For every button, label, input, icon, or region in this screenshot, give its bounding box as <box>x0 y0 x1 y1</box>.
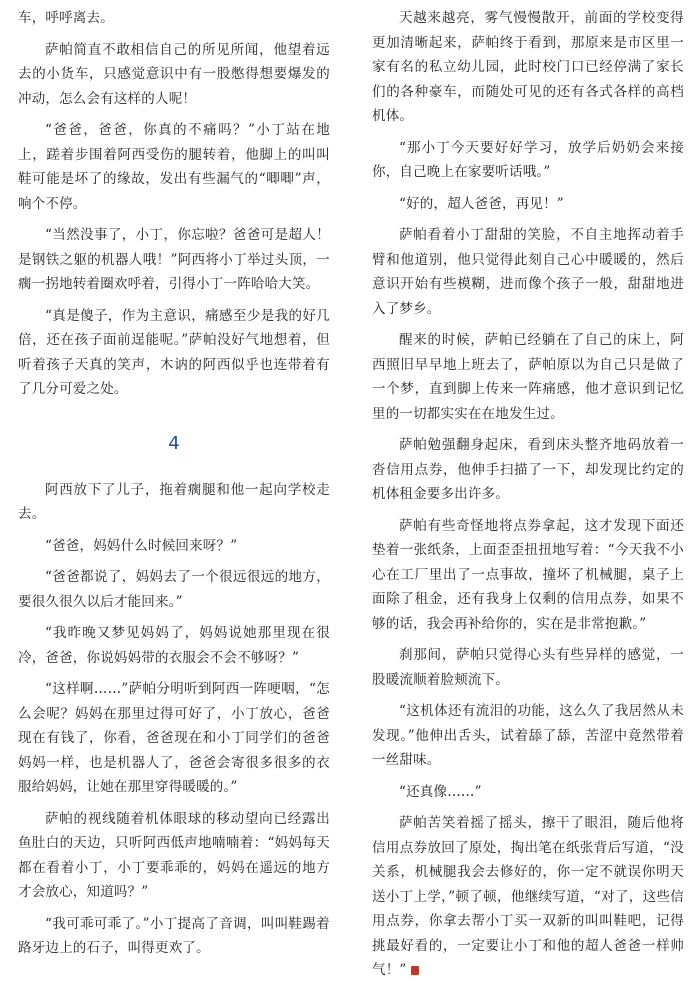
paragraph: 萨帕有些奇怪地将点券拿起，这才发现下面还垫着一张纸条，上面歪歪扭扭地写着：“今天我不小心在工厂里出了一点事故，撞坏了机械腿，桌子上面除了租金，还有我身上仅剩的信用点券，如果不够的话，我会再补给你的，实在是非常抱歉。” <box>372 517 684 632</box>
paragraph: “还真像……” <box>399 783 482 800</box>
paragraph: “那小丁今天要好好学习，放学后奶奶会来接你，自己晚上在家要听话哦。” <box>372 139 684 180</box>
paragraph: 醒来的时候，萨帕已经躺在了自己的床上，阿西照旧早早地上班去了，萨帕原以为自己只是做了一个梦，直到脚上传来一阵痛感，他才意识到记忆里的一切都实实在在地发生过。 <box>372 332 684 422</box>
paragraph: 萨帕的视线随着机体眼球的移动望向已经露出鱼肚白的天边，只听阿西低声地喃喃着：“妈妈每天都在看着小丁，小丁要乖乖的，妈妈在遥远的地方才会放心，知道吗？” <box>18 810 330 900</box>
paragraph: “当然没事了，小丁，你忘啦？爸爸可是超人！是钢铁之躯的机器人哦！”阿西将小丁举过头顶，一瘸一拐地转着圈欢呼着，引得小丁一阵哈哈大笑。 <box>18 227 330 292</box>
paragraph: “我可乖可乖了。”小丁提高了音调，叫叫鞋踢着路牙边上的石子，叫得更欢了。 <box>18 915 330 956</box>
paragraph: 天越来越亮，雾气慢慢散开，前面的学校变得更加清晰起来，萨帕终于看到，那原来是市区里一家有名的私立幼儿园，此时校门口已经停满了家长们的各种豪车，而随处可见的还有各式各样的高档机体。 <box>372 10 684 124</box>
paragraph: “我昨晚又梦见妈妈了，妈妈说她那里现在很冷，爸爸，你说妈妈带的衣服会不会不够呀？” <box>18 625 330 666</box>
paragraph: “爸爸，爸爸，你真的不痛吗？”小丁站在地上，蹉着步围着阿西受伤的腿转着，他脚上的叫叫鞋可能是坏了的缘故，发出有些漏气的“唧唧”声，响个不停。 <box>18 122 330 212</box>
paragraph: “爸爸，妈妈什么时候回来呀？” <box>45 537 238 554</box>
paragraph: 车，呼呼离去。 <box>18 10 114 26</box>
paragraph: “爸爸都说了，妈妈去了一个很远很远的地方，要很久很久以后才能回来。” <box>18 569 330 610</box>
chapter-number: 4 <box>168 432 180 454</box>
left-column <box>18 6 330 956</box>
paragraph: 阿西放下了儿子，拖着瘸腿和他一起向学校走去。 <box>18 481 330 522</box>
paragraph: “这样啊……”萨帕分明听到阿西一阵哽咽，“怎么会呢？妈妈在那里过得可好了，小丁放心，爸爸现在有钱了，你看，爸爸现在和小丁同学们的爸爸妈妈一样，也是机器人了，爸爸会寄很多很多的衣服给妈妈，让她在那里穿得暖暖的。” <box>18 681 330 795</box>
final-paragraph <box>372 811 684 983</box>
end-mark-icon <box>411 966 419 975</box>
paragraph: 萨帕看着小丁甜甜的笑脸，不自主地挥动着手臂和他道别，他只觉得此刻自己心中暖暖的，然后意识开始有些模糊，进而像个孩子一般，甜甜地进入了梦乡。 <box>372 227 684 317</box>
paragraph: 刹那间，萨帕只觉得心头有些异样的感觉，一股暖流顺着脸颊流下。 <box>372 647 684 688</box>
final-paragraph-text: 萨帕苦笑着摇了摇头，擦干了眼泪，随后他将信用点券放回了原处，掏出笔在纸张背后写道，“没关系，机械腿我会去修好的，你一定不就误你明天送小丁上学，”顿了顿，他继续写道，“对了，这些信用点券，你拿去帮小丁买一双新的叫叫鞋吧，记得挑最好看的，一定要让小丁和他的超人爸爸一样帅气！” <box>372 815 684 978</box>
paragraph: “这机体还有流泪的功能，这么久了我居然从未发现。”他伸出舌头，试着舔了舔，苦涩中竟然带着一丝甜味。 <box>372 703 684 768</box>
paragraph: “真是傻子，作为主意识，痛感至少是我的好几倍，还在孩子面前逞能呢。”萨帕没好气地想着，但听着孩子天真的笑声，木讷的阿西似乎也连带着有了几分可爱之处。 <box>18 307 330 397</box>
paragraph: “好的，超人爸爸，再见！” <box>399 195 564 212</box>
paragraph: 萨帕简直不敢相信自己的所见所闻，他望着远去的小货车，只感觉意识中有一股憋得想要爆发的冲动，怎么会有这样的人呢！ <box>18 41 330 107</box>
paragraph: 萨帕勉强翻身起床，看到床头整齐地码放着一沓信用点券，他伸手扫描了一下，却发现比约定的机体租金要多出许多。 <box>372 437 684 502</box>
right-column <box>372 6 684 978</box>
